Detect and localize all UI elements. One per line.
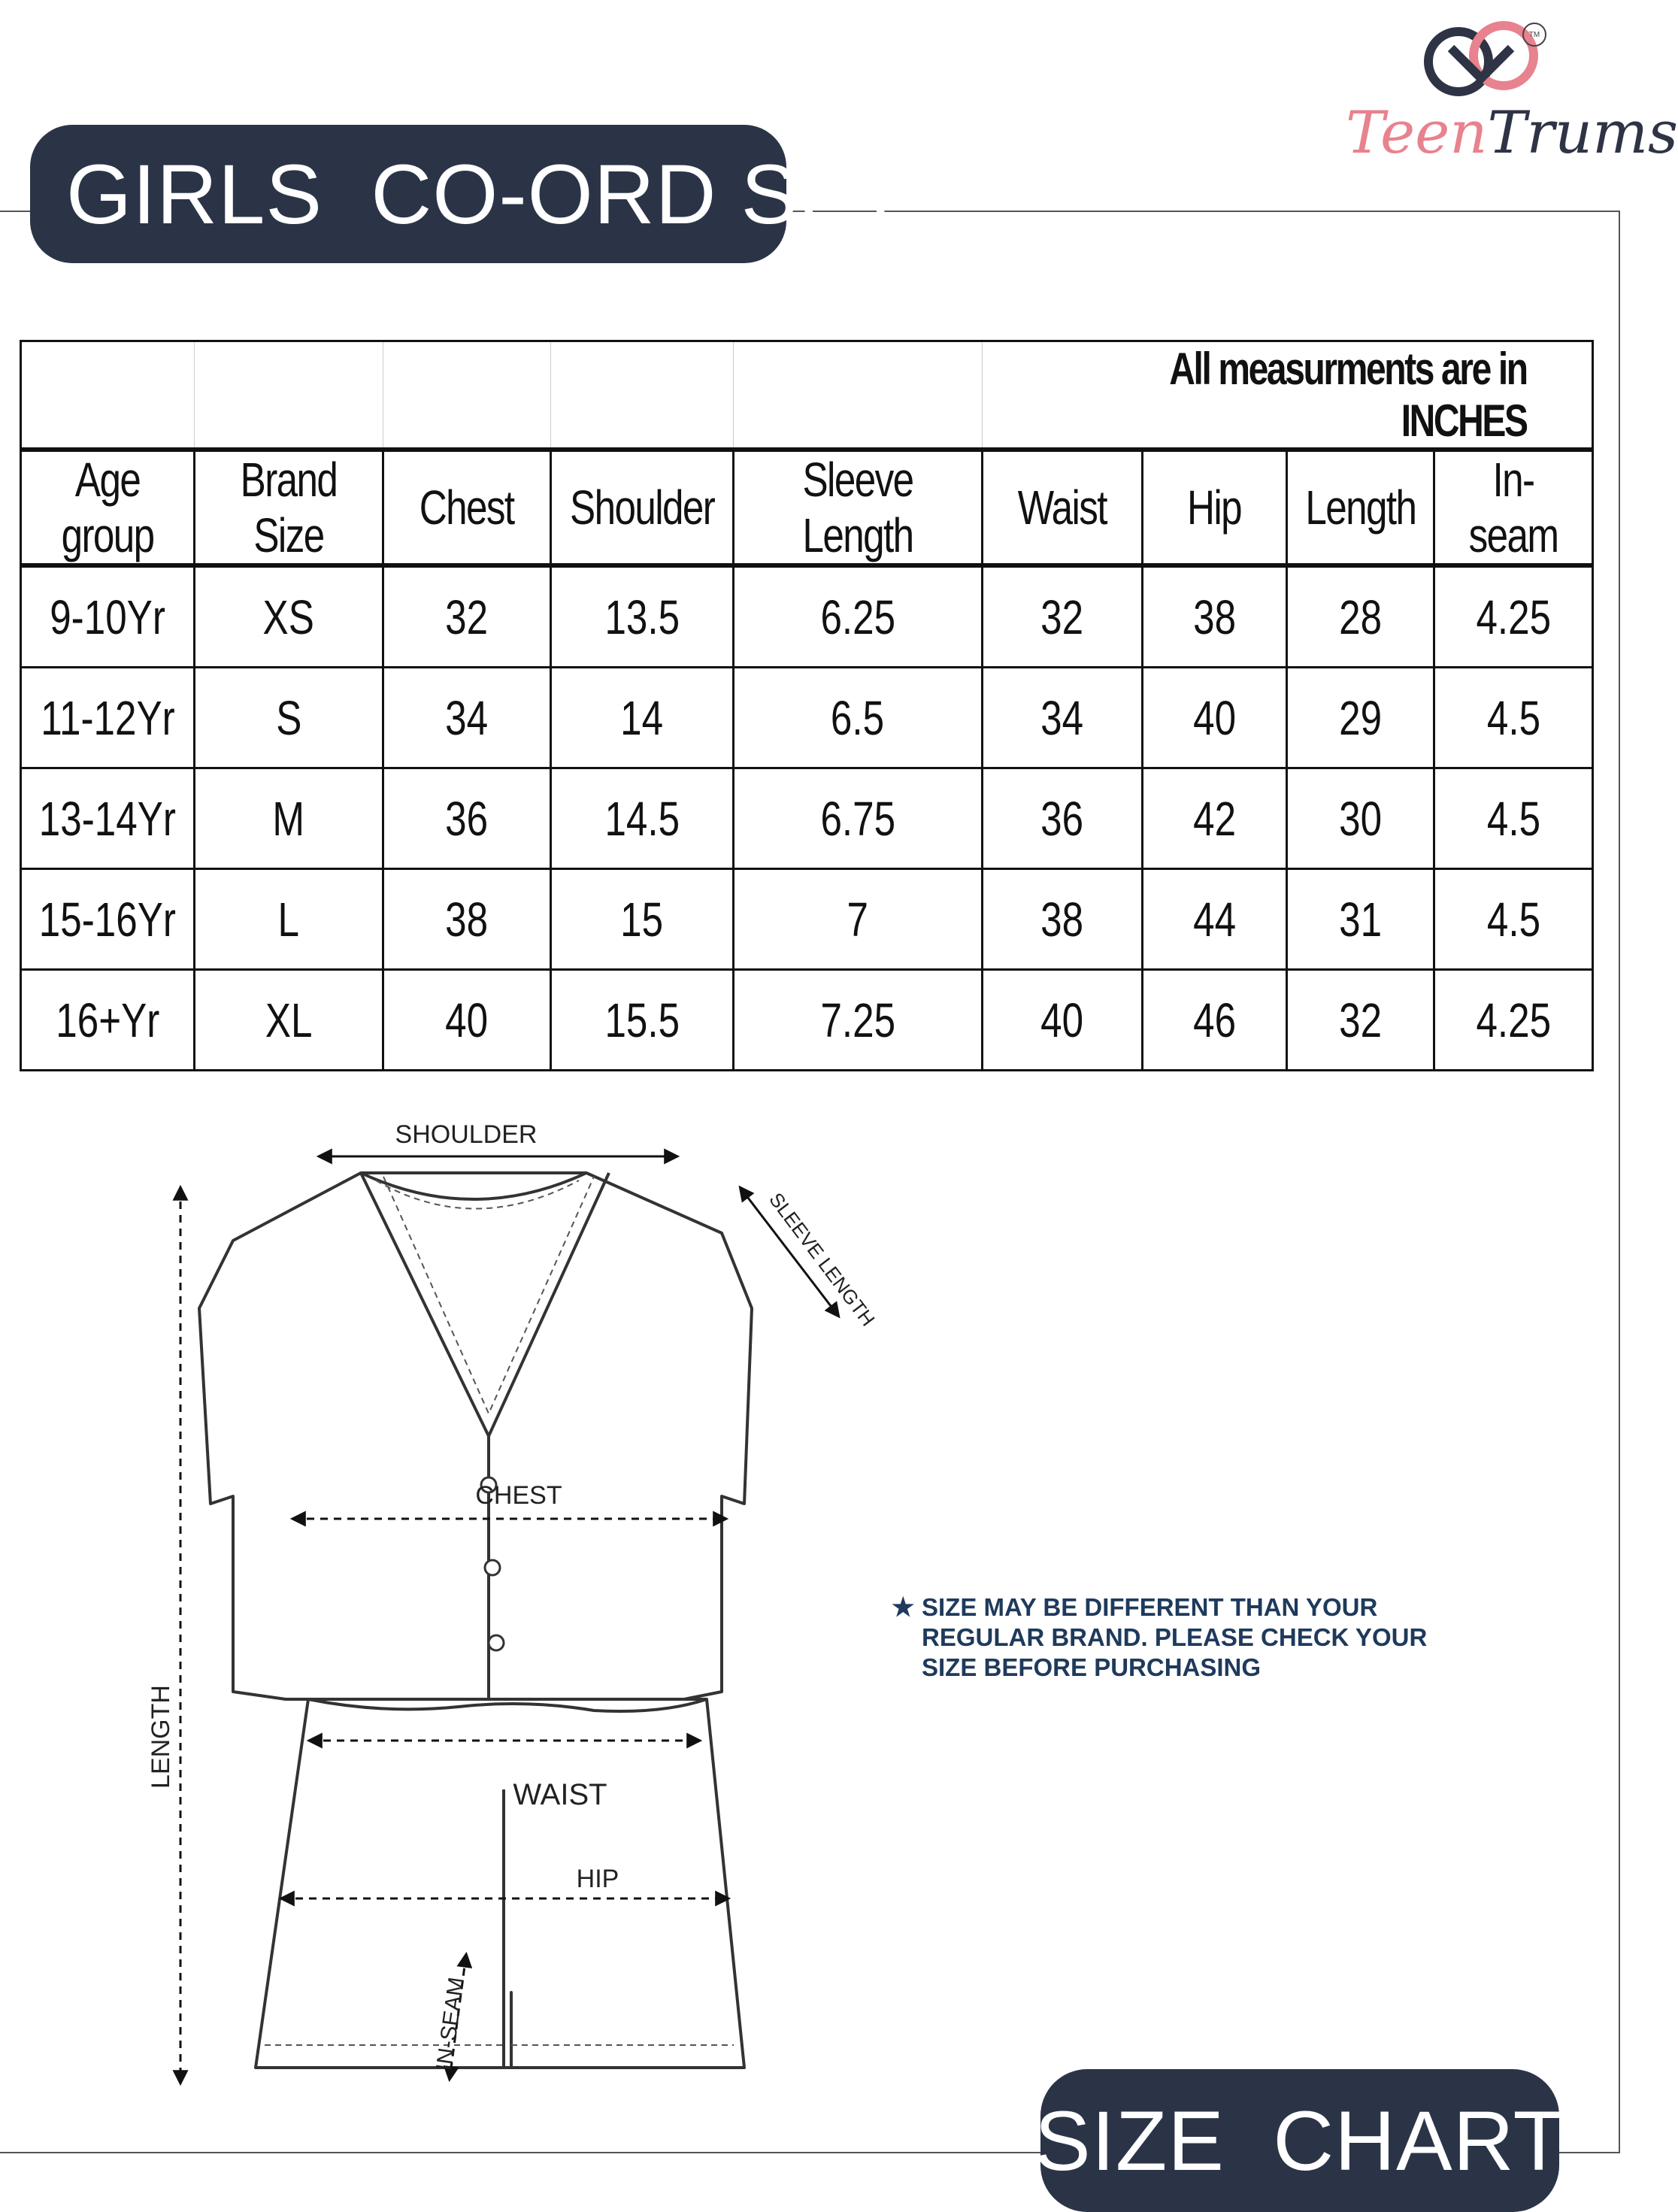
- cell-length: 30: [1286, 768, 1434, 869]
- brand-name-part1: Teen: [1346, 99, 1488, 167]
- table-row: [21, 565, 1593, 668]
- cell-waist: 36: [982, 768, 1142, 869]
- cell-hip: 38: [1142, 565, 1286, 668]
- cell-age: 16+Yr: [21, 970, 195, 1071]
- table-row: [21, 668, 1593, 768]
- cell-waist: 34: [982, 668, 1142, 768]
- cell-chest: 38: [383, 869, 551, 970]
- brand-name-part2: Trums: [1487, 99, 1678, 167]
- cell-shoulder: 13.5: [550, 565, 733, 668]
- garment-measurement-diagram: [135, 1113, 880, 2090]
- cell-hip: 40: [1142, 668, 1286, 768]
- header-sleeve-length: Sleeve Length: [733, 450, 982, 565]
- table-blank-cell: [195, 341, 383, 450]
- page-title: [30, 125, 907, 263]
- page-title-text: GIRLS CO-ORD SET: [66, 147, 907, 241]
- disclaimer-line: REGULAR BRAND. PLEASE CHECK YOUR: [922, 1623, 1428, 1651]
- cell-sleeve-length: 7: [733, 869, 982, 970]
- cell-waist: 40: [982, 970, 1142, 1071]
- cell-sleeve-length: 6.75: [733, 768, 982, 869]
- cell-age: 9-10Yr: [21, 565, 195, 668]
- star-icon: ★: [892, 1593, 915, 1622]
- cell-length: 31: [1286, 869, 1434, 970]
- cell-size: L: [195, 869, 383, 970]
- brand-logo: [1331, 18, 1678, 168]
- cell-chest: 40: [383, 970, 551, 1071]
- cell-in-seam: 4.5: [1434, 768, 1593, 869]
- romper-outline: [199, 1173, 752, 2068]
- size-chart-label-text: SIZE CHART: [1034, 2093, 1565, 2188]
- cell-sleeve-length: 7.25: [733, 970, 982, 1071]
- cell-chest: 36: [383, 768, 551, 869]
- label-waist: WAIST: [513, 1778, 607, 1811]
- cell-hip: 44: [1142, 869, 1286, 970]
- cell-waist: 38: [982, 869, 1142, 970]
- cell-in-seam: 4.25: [1434, 565, 1593, 668]
- table-row: [21, 869, 1593, 970]
- cell-sleeve-length: 6.5: [733, 668, 982, 768]
- disclaimer-line: SIZE MAY BE DIFFERENT THAN YOUR: [922, 1593, 1378, 1621]
- cell-shoulder: 15: [550, 869, 733, 970]
- size-chart-label: [1034, 2069, 1565, 2212]
- cell-shoulder: 14.5: [550, 768, 733, 869]
- cell-in-seam: 4.5: [1434, 668, 1593, 768]
- label-hip: HIP: [576, 1865, 619, 1893]
- label-chest: CHEST: [475, 1481, 562, 1510]
- table-row: [21, 970, 1593, 1071]
- size-table: [20, 340, 1594, 1071]
- table-header-row: [21, 450, 1593, 565]
- cell-size: XS: [195, 565, 383, 668]
- disclaimer-line: SIZE BEFORE PURCHASING: [922, 1653, 1262, 1681]
- cell-age: 11-12Yr: [21, 668, 195, 768]
- table-note-row: [21, 341, 1593, 450]
- header-shoulder: Shoulder: [550, 450, 733, 565]
- header-chest: Chest: [383, 450, 551, 565]
- cell-age: 13-14Yr: [21, 768, 195, 869]
- brand-name: [1346, 99, 1678, 167]
- cell-size: M: [195, 768, 383, 869]
- label-in-seam: IN-SEAM: [432, 1975, 470, 2072]
- header-in-seam: In-seam: [1434, 450, 1593, 565]
- cell-chest: 32: [383, 565, 551, 668]
- header-waist: Waist: [982, 450, 1142, 565]
- label-sleeve-length: SLEEVE LENGTH: [765, 1188, 880, 1331]
- cell-waist: 32: [982, 565, 1142, 668]
- cell-in-seam: 4.25: [1434, 970, 1593, 1071]
- cell-age: 15-16Yr: [21, 869, 195, 970]
- table-blank-cell: [21, 341, 195, 450]
- label-length: LENGTH: [147, 1685, 175, 1789]
- cell-shoulder: 14: [550, 668, 733, 768]
- table-row: [21, 768, 1593, 869]
- cell-size: S: [195, 668, 383, 768]
- cell-size: XL: [195, 970, 383, 1071]
- header-brand-size: Brand Size: [195, 450, 383, 565]
- trademark-icon: TM: [1522, 23, 1546, 47]
- cell-chest: 34: [383, 668, 551, 768]
- table-blank-cell: [550, 341, 733, 450]
- header-length: Length: [1286, 450, 1434, 565]
- cell-length: 28: [1286, 565, 1434, 668]
- size-disclaimer: [892, 1592, 1598, 1683]
- table-blank-cell: [733, 341, 982, 450]
- cell-sleeve-length: 6.25: [733, 565, 982, 668]
- cell-hip: 46: [1142, 970, 1286, 1071]
- table-blank-cell: [383, 341, 551, 450]
- table-units-note: All measurments are in INCHES: [982, 341, 1592, 450]
- cell-length: 29: [1286, 668, 1434, 768]
- header-age-group: Age group: [21, 450, 195, 565]
- cell-shoulder: 15.5: [550, 970, 733, 1071]
- cell-in-seam: 4.5: [1434, 869, 1593, 970]
- label-shoulder: SHOULDER: [395, 1120, 538, 1149]
- cell-length: 32: [1286, 970, 1434, 1071]
- logo-mark-icon: [1406, 18, 1571, 101]
- cell-hip: 42: [1142, 768, 1286, 869]
- header-hip: Hip: [1142, 450, 1286, 565]
